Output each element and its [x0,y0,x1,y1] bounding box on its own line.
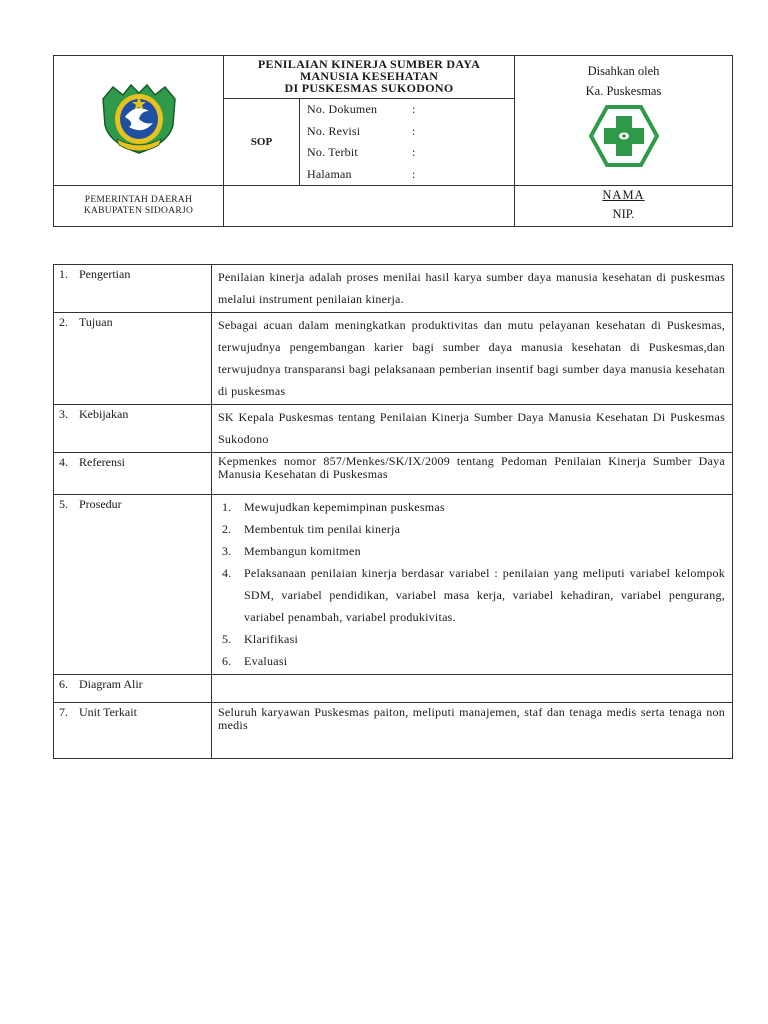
procedure-list [212,496,725,672]
list-item: 6. Evaluasi [222,654,288,668]
title-line-1: PENILAIAN KINERJA SUMBER DAYA [257,57,481,71]
regency-logo-cell [54,56,224,186]
document-title [224,56,515,99]
head-of-puskesmas-label: Ka. Puskesmas [585,84,662,98]
row-label: 3. Kebijakan [54,405,212,453]
signatory-cell [515,186,733,227]
row-content-kebijakan: SK Kepala Puskesmas tentang Penilaian Kinerja Sumber Daya Manusia Kesehatan Di Puskesmas Sukodono [212,405,733,453]
row-content-diagram-alir [212,675,733,703]
title-line-2: MANUSIA KESEHATAN [299,69,439,83]
table-row [54,405,733,453]
signatory-nip: NIP. [612,207,635,221]
list-item: 3. Membangun komitmen [222,544,361,558]
list-item: 2. Membentuk tim penilai kinerja [222,522,401,536]
regency-emblem-icon [95,81,183,157]
row-label: 6. Diagram Alir [54,675,212,703]
puskesmas-logo-icon [589,104,659,168]
row-content-unit-terkait: Seluruh karyawan Puskesmas paiton, meliputi manajemen, staf dan tenaga medis serta tenaga non medis [212,703,733,759]
list-item: 5. Klarifikasi [222,632,299,646]
signatory-name: NAMA [602,188,645,202]
table-row [54,703,733,759]
sop-content-table [53,264,733,759]
approved-by-label: Disahkan oleh [587,64,660,78]
table-row [54,495,733,675]
table-row [54,313,733,405]
meta-row-page: Halaman : [307,166,416,181]
sop-label: SOP [224,99,300,186]
meta-row-issue: No. Terbit : [307,145,416,160]
title-line-3: DI PUSKESMAS SUKODONO [284,81,454,95]
list-item: 1. Mewujudkan kepemimpinan puskesmas [222,500,445,514]
row-label: 1. Pengertian [54,265,212,313]
table-row [54,453,733,495]
row-label: 2. Tujuan [54,313,212,405]
table-row [54,265,733,313]
approval-cell [515,56,733,186]
table-row [54,675,733,703]
meta-row-document-number: No. Dokumen : [307,102,416,117]
government-label: PEMERINTAH DAERAH KABUPATEN SIDOARJO [54,186,224,227]
row-label: 7. Unit Terkait [54,703,212,759]
row-content-prosedur [212,495,733,675]
row-content-referensi: Kepmenkes nomor 857/Menkes/SK/IX/2009 tentang Pedoman Penilaian Kinerja Sumber Daya Manusia Kesehatan di Puskesmas [212,453,733,495]
row-label: 4. Referensi [54,453,212,495]
document-meta [300,99,515,186]
row-label: 5. Prosedur [54,495,212,675]
row-content-pengertian: Penilaian kinerja adalah proses menilai hasil karya sumber daya manusia kesehatan di puskesmas melalui instrument penilaian kinerja. [212,265,733,313]
list-item: 4. Pelaksanaan penilaian kinerja berdasar variabel : penilaian yang meliputi variabel kelompok SDM, variabel pendidikan, variabel masa kerja, variabel kehadiran, variabel pengurang, variabel penambah, variabel produkivitas. [222,566,725,624]
meta-row-revision: No. Revisi : [307,123,416,138]
row-content-tujuan: Sebagai acuan dalam meningkatkan produktivitas dan mutu pelayanan kesehatan di Puskesmas, terwujudnya pengembangan karier bagi sumber daya manusia kesehatan di Puskesmas,dan terwujudnya transparansi bagi pelaksanaan pemberian insentif bagi sumber daya manusia kesehatan di puskesmas [212,313,733,405]
empty-header-cell [224,186,515,227]
sop-header-table [53,55,733,227]
